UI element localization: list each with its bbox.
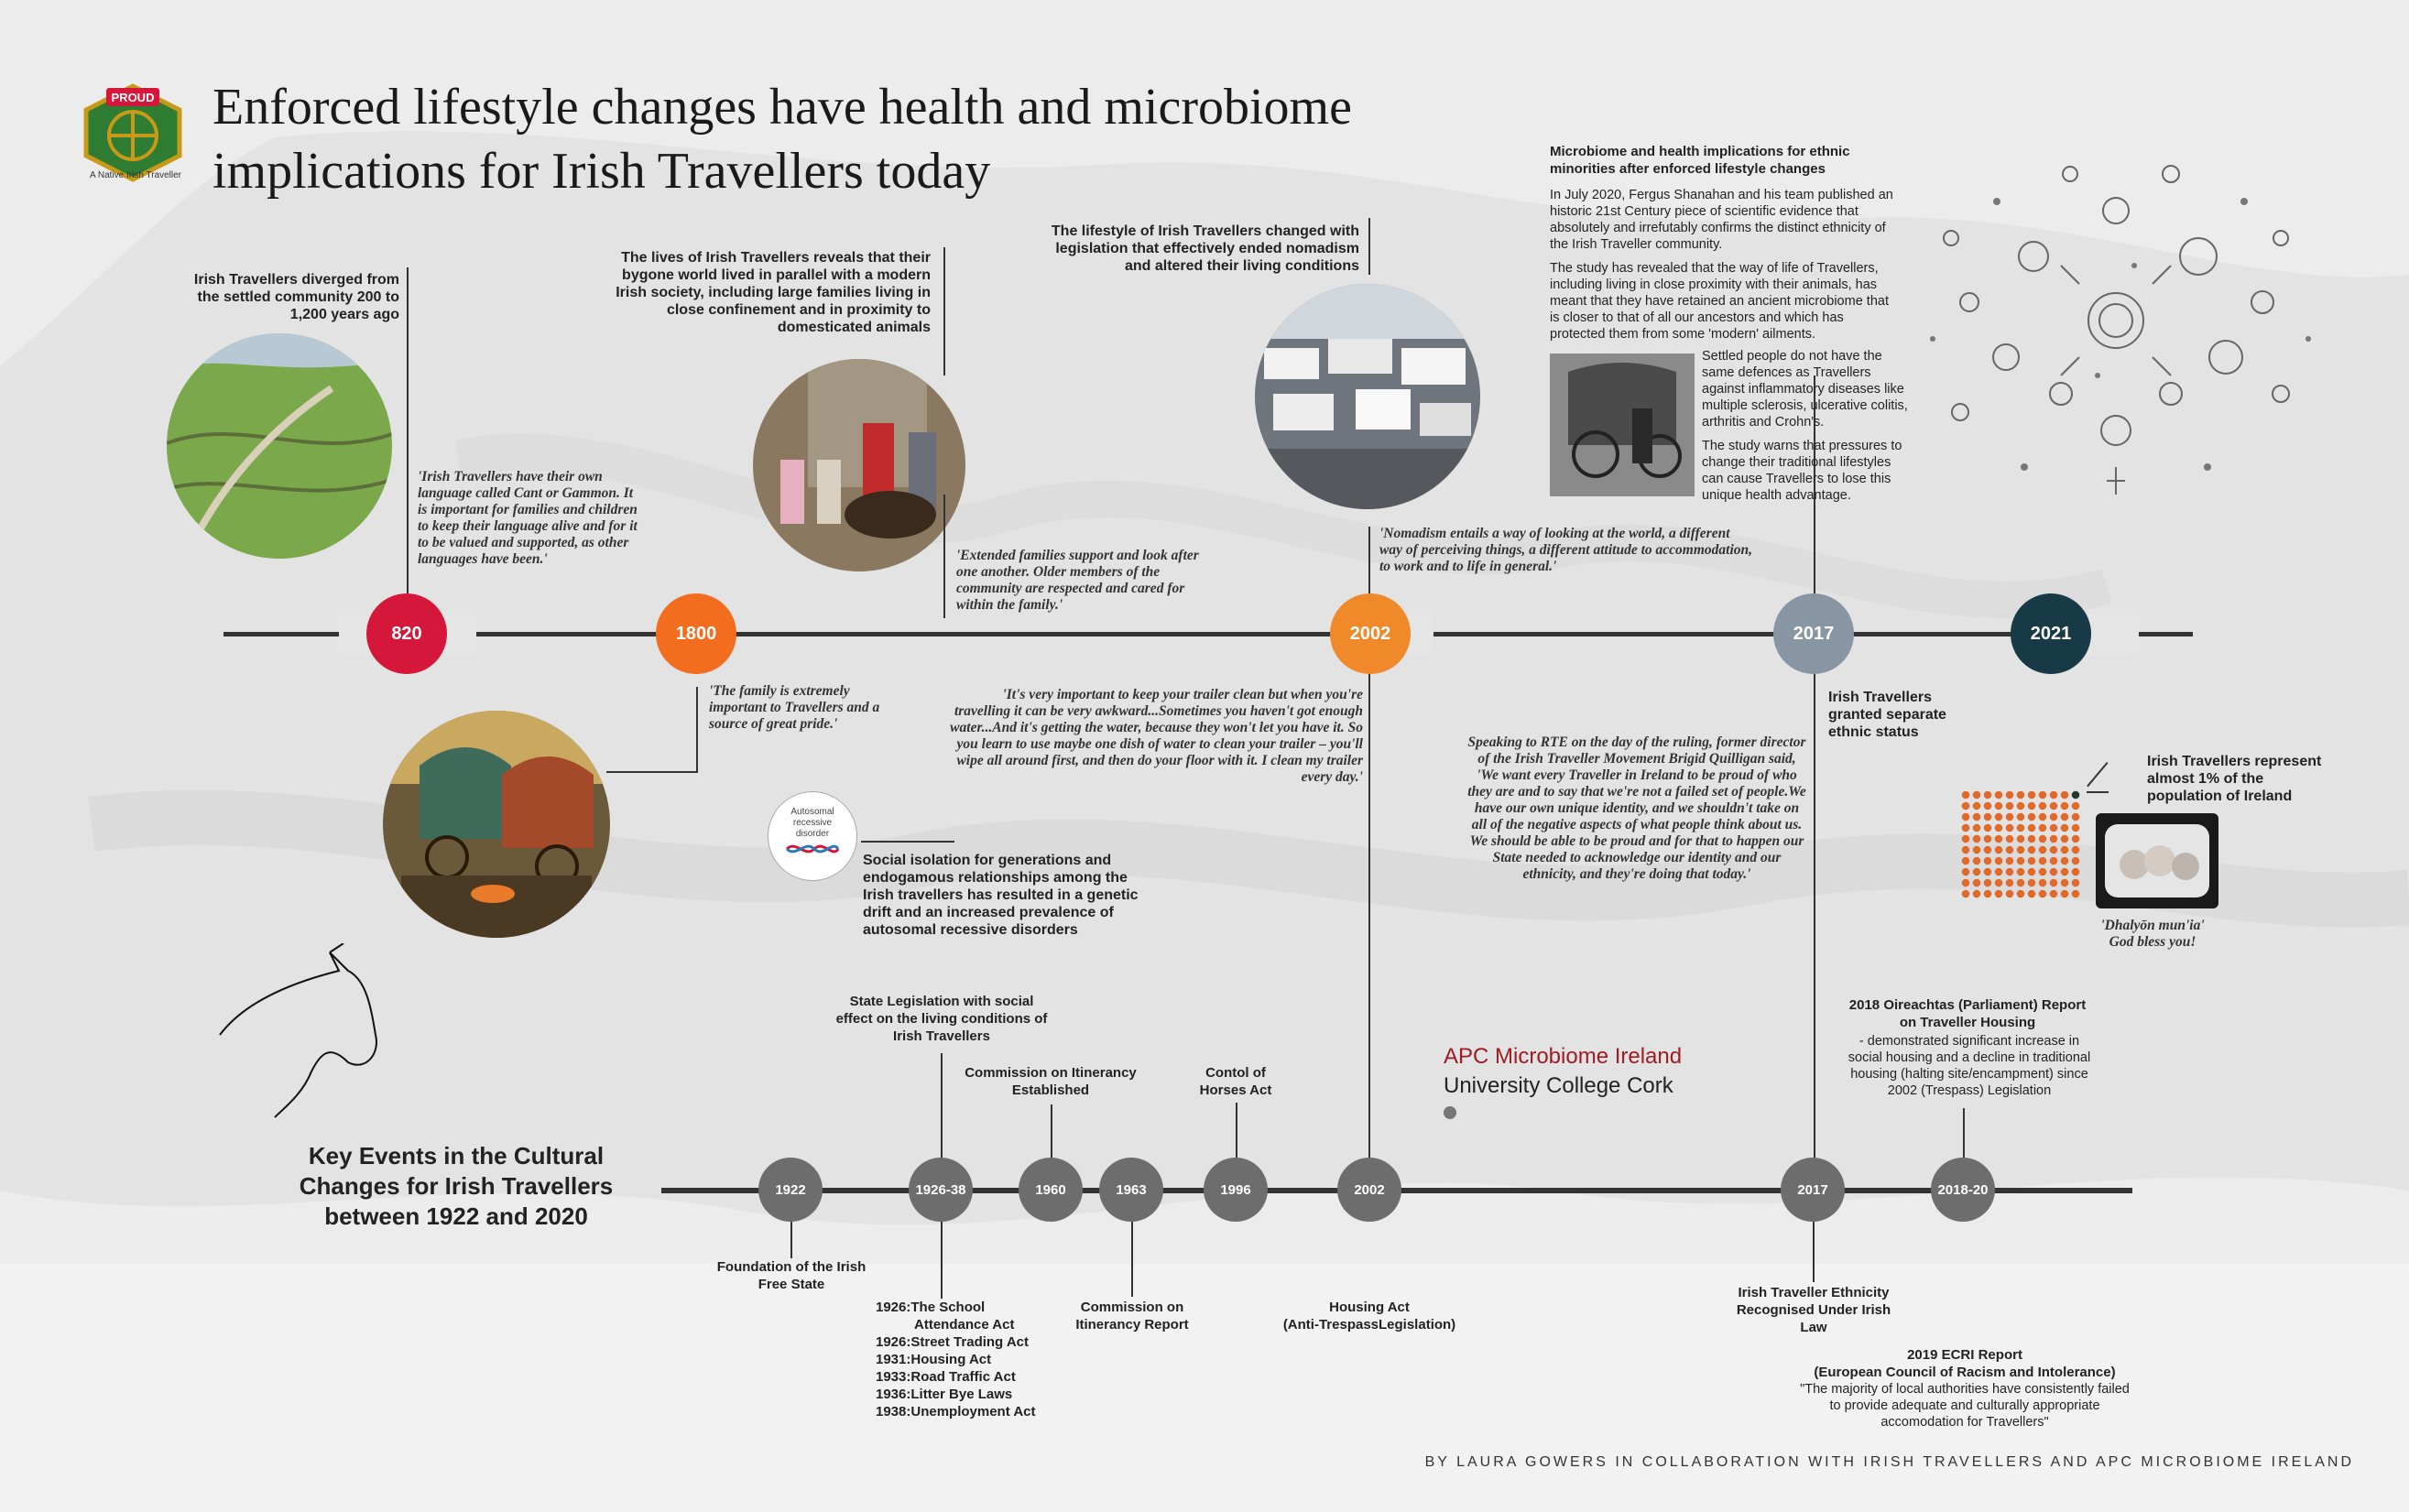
population-dot xyxy=(1995,857,2003,865)
microbiome-p3: Settled people do not have the same defences as Travellers against inflammatory diseases like multiple sclerosis, ulcerative colitis, arthritis and Crohn's. xyxy=(1702,349,1908,430)
population-dot xyxy=(1973,802,1981,810)
connector xyxy=(943,247,945,375)
population-dot xyxy=(2017,846,2025,854)
act-6: 1936:Litter Bye Laws xyxy=(876,1387,1013,1402)
population-dot xyxy=(2072,890,2080,898)
connector xyxy=(1368,527,1370,593)
proud-logo xyxy=(79,82,187,183)
population-dot xyxy=(2028,824,2036,832)
note-population: Irish Travellers represent almost 1% of the population of Ireland xyxy=(2147,754,2322,804)
population-dot xyxy=(2006,824,2014,832)
population-dot xyxy=(2028,868,2036,876)
population-dot xyxy=(2039,835,2047,843)
connector xyxy=(1813,1222,1815,1282)
population-dot xyxy=(2028,813,2036,821)
connector xyxy=(1131,1222,1133,1297)
population-dot xyxy=(1962,813,1970,821)
microbiome-p4: The study warns that pressures to change their traditional lifestyles can cause Travellers to lose this unique health advantage. xyxy=(1702,439,1902,503)
top-timeline-line xyxy=(223,632,2193,636)
wagon-painting xyxy=(383,711,610,938)
population-dot xyxy=(2017,802,2025,810)
population-dot xyxy=(1995,802,2003,810)
population-dot xyxy=(1995,868,2003,876)
population-dot xyxy=(1995,824,2003,832)
quote-rte: Speaking to RTE on the day of the ruling, former director of the Irish Traveller Movement Brigid Quilligan said, 'We want every Traveller in Ireland to be proud of who they are and to say that we're not a failed set of people.We have our own unique identity, and we shouldn't take on all of the negative aspects of what people think about us. We should be able to be proud and for that to happen our State needed to acknowledge our identity and our ethnicity, and they're doing that today.' xyxy=(1467,734,1806,882)
population-dot xyxy=(2072,813,2080,821)
act-2: Attendance Act xyxy=(914,1317,1015,1333)
quote-extended: 'Extended families support and look after one another. Older members of the community are respected and cared for within the family.' xyxy=(956,548,1199,613)
apc-line-2: University College Cork xyxy=(1444,1073,1673,1098)
bottom-heading: Key Events in the Cultural Changes for Irish Travellers between 1922 and 2020 xyxy=(299,1142,614,1230)
family-photo xyxy=(753,359,965,571)
population-dot xyxy=(1995,890,2003,898)
population-dot xyxy=(2017,857,2025,865)
connector xyxy=(861,841,954,843)
population-dot xyxy=(2028,879,2036,887)
population-dot xyxy=(1995,835,2003,843)
apc-dot xyxy=(1444,1106,1456,1119)
population-dot xyxy=(2006,835,2014,843)
label-oireachtas-title: 2018 Oireachtas (Parliament) Report on Traveller Housing xyxy=(1848,997,2087,1030)
population-dot xyxy=(2028,791,2036,800)
population-dot xyxy=(1962,791,1970,800)
population-dot xyxy=(1995,879,2003,887)
population-dot xyxy=(1973,857,1981,865)
connector xyxy=(941,1222,943,1299)
microbiome-side-text xyxy=(1702,348,1911,504)
population-dot xyxy=(1984,868,1992,876)
label-ecri-text: "The majority of local authorities have consistently failed to provide adequate and culturally appropriate accomodation for Travellers" xyxy=(1800,1382,2130,1430)
population-dot xyxy=(2039,890,2047,898)
population-dot xyxy=(2050,824,2058,832)
population-dot xyxy=(2039,791,2047,800)
node-label: 2002 xyxy=(1354,1181,1385,1198)
act-5: 1933:Road Traffic Act xyxy=(876,1369,1016,1385)
page-title xyxy=(213,75,1541,203)
population-dot xyxy=(2072,824,2080,832)
node-label: 2017 xyxy=(1793,623,1835,644)
population-dot xyxy=(2072,846,2080,854)
microbiome-p1: In July 2020, Fergus Shanahan and his team published an historic 21st Century piece of scientific evidence that absolutely and irrefutably confirms the distinct ethnicity of the Irish Traveller community. xyxy=(1550,188,1893,252)
population-dot xyxy=(2017,824,2025,832)
population-dot xyxy=(2061,890,2069,898)
population-dot xyxy=(1973,791,1981,800)
population-dot xyxy=(2050,802,2058,810)
population-dot xyxy=(1995,813,2003,821)
blessing-line-2: God bless you! xyxy=(2109,934,2196,950)
population-dot xyxy=(1973,824,1981,832)
microbiome-p2: The study has revealed that the way of life of Travellers, including living in close proximity with their animals, has meant that they have retained an ancient microbiome that is closer to that of all our ancestors and which has protected them from some 'modern' ailments. xyxy=(1550,261,1889,342)
population-dot xyxy=(2072,857,2080,865)
note-lifestyle: The lifestyle of Irish Travellers changed with legislation that effectively ended nomadism and altered their living conditions xyxy=(1051,223,1359,274)
population-dot xyxy=(2006,879,2014,887)
bottom-node-1960 xyxy=(1019,1158,1083,1222)
population-dot xyxy=(2017,835,2025,843)
quote-trailer: 'It's very important to keep your trailer clean but when you're travelling it can be very awkward...Sometimes you haven't got enough water...And it's getting the water, because they won't let you have it. So you learn to use maybe one dish of water to clean your trailer – you'll wipe all around first, and then do your floor with it. I clean my trailer every day.' xyxy=(950,687,1363,785)
population-dot xyxy=(1984,824,1992,832)
population-dot xyxy=(2028,835,2036,843)
note-lives: The lives of Irish Travellers reveals that their bygone world lived in parallel with a modern Irish society, including large families living in close confinement and in proximity to domesticated animals xyxy=(616,250,931,335)
bottom-node-1963 xyxy=(1099,1158,1163,1222)
population-dot xyxy=(1984,802,1992,810)
population-dot xyxy=(2006,890,2014,898)
population-dot xyxy=(2061,802,2069,810)
population-dot xyxy=(2028,846,2036,854)
bottom-node-2002 xyxy=(1337,1158,1401,1222)
population-dot xyxy=(2039,857,2047,865)
bottom-node-2018-20 xyxy=(1931,1158,1995,1222)
population-dot xyxy=(1973,846,1981,854)
bottom-node-2017 xyxy=(1781,1158,1845,1222)
node-label: 1996 xyxy=(1220,1181,1251,1198)
halting-site-photo xyxy=(1255,284,1480,509)
population-dot xyxy=(2006,791,2014,800)
population-dot xyxy=(2039,846,2047,854)
population-dot xyxy=(2039,868,2047,876)
genetic-text: Social isolation for generations and endogamous relationships among the Irish travellers has resulted in a genetic drift and an increased prevalence of autosomal recessive disorders xyxy=(863,853,1139,938)
population-dot xyxy=(1984,813,1992,821)
population-dot xyxy=(1973,813,1981,821)
population-dot xyxy=(1962,868,1970,876)
population-dot xyxy=(2050,868,2058,876)
label-ecri-title: 2019 ECRI Report xyxy=(1907,1347,2022,1363)
bottom-node-1922 xyxy=(758,1158,823,1222)
label-acts xyxy=(876,1299,1077,1420)
population-dot xyxy=(1984,835,1992,843)
bottom-node-1996 xyxy=(1204,1158,1268,1222)
bottom-node-1926-38 xyxy=(909,1158,973,1222)
connector xyxy=(407,267,409,593)
microbe-illustration xyxy=(1896,119,2336,522)
connector xyxy=(1051,1104,1052,1158)
node-label: 1960 xyxy=(1035,1181,1066,1198)
population-dot xyxy=(1984,846,1992,854)
population-dot xyxy=(2039,879,2047,887)
population-dot xyxy=(2050,890,2058,898)
autosomal-badge xyxy=(768,791,857,881)
act-7: 1938:Unemployment Act xyxy=(876,1404,1036,1420)
label-commission: Commission on Itinerancy Established xyxy=(965,1065,1137,1098)
label-foundation: Foundation of the Irish Free State xyxy=(716,1259,867,1292)
population-dot xyxy=(2017,868,2025,876)
population-dot xyxy=(2006,846,2014,854)
badge-text: Autosomal recessive disorder xyxy=(790,807,834,839)
population-dot xyxy=(2017,813,2025,821)
microbiome-heading: Microbiome and health implications for ethnic minorities after enforced lifestyle changes xyxy=(1550,144,1850,177)
connector xyxy=(606,771,698,773)
note-status: Irish Travellers granted separate ethnic status xyxy=(1828,690,1946,740)
timeline-node-2021 xyxy=(2011,593,2091,674)
connector xyxy=(1963,1108,1965,1158)
population-dot xyxy=(1962,824,1970,832)
connector xyxy=(696,687,698,773)
node-label: 2018-20 xyxy=(1937,1181,1989,1198)
population-dot xyxy=(2061,846,2069,854)
connector xyxy=(790,1222,792,1258)
connector xyxy=(1368,218,1370,275)
connector xyxy=(943,495,945,618)
population-dot xyxy=(2050,879,2058,887)
act-4: 1931:Housing Act xyxy=(876,1352,992,1367)
population-dot xyxy=(2050,813,2058,821)
population-dot xyxy=(2061,813,2069,821)
population-dot xyxy=(2061,857,2069,865)
act-1: 1926:The School xyxy=(876,1300,986,1315)
quote-family: 'The family is extremely important to Travellers and a source of great pride.' xyxy=(709,683,880,732)
population-dot xyxy=(1962,879,1970,887)
population-dot xyxy=(1962,846,1970,854)
housing-line-2: (Anti-TrespassLegislation) xyxy=(1282,1317,1456,1333)
logo-caption: A Native Irish Traveller xyxy=(89,170,182,180)
population-dot xyxy=(2061,879,2069,887)
population-dot xyxy=(1962,890,1970,898)
dna-icon xyxy=(785,840,840,858)
population-dot xyxy=(1962,857,1970,865)
label-ecri-sub: (European Council of Racism and Intolerance) xyxy=(1814,1365,2116,1380)
label-housing xyxy=(1264,1299,1475,1333)
horse-sketch xyxy=(211,943,394,1126)
timeline-node-1800 xyxy=(656,593,736,674)
population-dot xyxy=(2061,824,2069,832)
node-label: 1800 xyxy=(675,623,717,644)
population-dot xyxy=(1973,868,1981,876)
microbiome-panel xyxy=(1550,143,1894,343)
label-state-legislation: State Legislation with social effect on the living conditions of Irish Travellers xyxy=(835,994,1048,1044)
connector xyxy=(1236,1103,1237,1158)
population-dot xyxy=(2017,791,2025,800)
population-dot xyxy=(2017,879,2025,887)
timeline-node-2002 xyxy=(1330,593,1411,674)
timeline-node-820 xyxy=(366,593,447,674)
population-dot xyxy=(2006,802,2014,810)
population-dot xyxy=(2017,890,2025,898)
population-dot xyxy=(2050,857,2058,865)
population-dot xyxy=(2028,802,2036,810)
timeline-node-2017 xyxy=(1773,593,1854,674)
blessing-line-1: 'Dhalyōn mun'ia' xyxy=(2100,918,2205,933)
act-3: 1926:Street Trading Act xyxy=(876,1334,1029,1350)
population-dot xyxy=(2006,813,2014,821)
population-dot xyxy=(2050,846,2058,854)
label-oireachtas-text: - demonstrated significant increase in social housing and a decline in traditional housing (halting site/encampment) since 2002 (Trespass) Legislation xyxy=(1848,1034,2091,1098)
population-dot xyxy=(2061,791,2069,800)
node-label: 1926-38 xyxy=(915,1181,966,1198)
quote-language: 'Irish Travellers have their own language called Cant or Gammon. It is important for families and children to keep their language alive and for it to be valued and supported, as other languages have been.' xyxy=(418,469,638,567)
children-photo xyxy=(2096,813,2218,908)
label-report: Commission on Itinerancy Report xyxy=(1075,1300,1189,1333)
population-dot xyxy=(2039,824,2047,832)
population-dot xyxy=(2050,835,2058,843)
blessing xyxy=(2070,918,2235,951)
population-dot xyxy=(1995,791,2003,800)
population-dot xyxy=(2039,813,2047,821)
population-dot xyxy=(2061,835,2069,843)
population-dot xyxy=(2050,791,2058,800)
connector xyxy=(941,1053,943,1158)
connector xyxy=(1814,674,1815,1191)
landscape-photo xyxy=(167,333,392,559)
label-ethnicity: Irish Traveller Ethnicity Recognised Under Irish Law xyxy=(1736,1285,1891,1335)
footer-credit: BY LAURA GOWERS IN COLLABORATION WITH IRISH TRAVELLERS AND APC MICROBIOME IRELAND xyxy=(1424,1454,2354,1470)
population-dot xyxy=(2028,890,2036,898)
apc-line-1: APC Microbiome Ireland xyxy=(1444,1044,1683,1069)
population-dot xyxy=(1973,879,1981,887)
label-horses: Contol of Horses Act xyxy=(1199,1065,1272,1098)
population-dot xyxy=(1984,791,1992,800)
population-dot xyxy=(1973,890,1981,898)
population-dot xyxy=(2028,857,2036,865)
node-label: 2021 xyxy=(2030,623,2072,644)
quote-nomadism: 'Nomadism entails a way of looking at the world, a different way of perceiving things, a different attitude to accommodation, to work and to life in general.' xyxy=(1379,526,1753,574)
population-dot xyxy=(1973,835,1981,843)
housing-line-1: Housing Act xyxy=(1329,1300,1410,1315)
population-dot xyxy=(1984,857,1992,865)
population-dot xyxy=(2072,868,2080,876)
node-label: 2002 xyxy=(1349,623,1391,644)
population-dot xyxy=(2061,868,2069,876)
population-dot xyxy=(2006,857,2014,865)
population-dot xyxy=(1984,890,1992,898)
node-label: 1963 xyxy=(1116,1181,1147,1198)
connector xyxy=(2087,791,2109,793)
population-dot xyxy=(2039,802,2047,810)
population-dot xyxy=(1995,846,2003,854)
population-dot xyxy=(1984,879,1992,887)
connector xyxy=(1368,674,1370,1191)
population-dot-grid xyxy=(1960,789,2088,908)
node-label: 2017 xyxy=(1797,1181,1828,1198)
logo-word: PROUD xyxy=(111,91,155,104)
population-dot xyxy=(2072,791,2080,800)
population-dot xyxy=(1962,835,1970,843)
node-label: 1922 xyxy=(775,1181,806,1198)
traveller-wagon-photo xyxy=(1550,354,1695,496)
population-dot xyxy=(2072,835,2080,843)
title-line-2: implications for Irish Travellers today xyxy=(213,143,991,200)
note-diverged: Irish Travellers diverged from the settled community 200 to 1,200 years ago xyxy=(193,272,399,322)
population-dot xyxy=(2072,802,2080,810)
node-label: 820 xyxy=(391,623,422,644)
population-dot xyxy=(2006,868,2014,876)
title-line-1: Enforced lifestyle changes have health and microbiome xyxy=(213,79,1352,136)
population-dot xyxy=(2072,879,2080,887)
population-dot xyxy=(1962,802,1970,810)
apc-credit xyxy=(1444,1044,1682,1119)
